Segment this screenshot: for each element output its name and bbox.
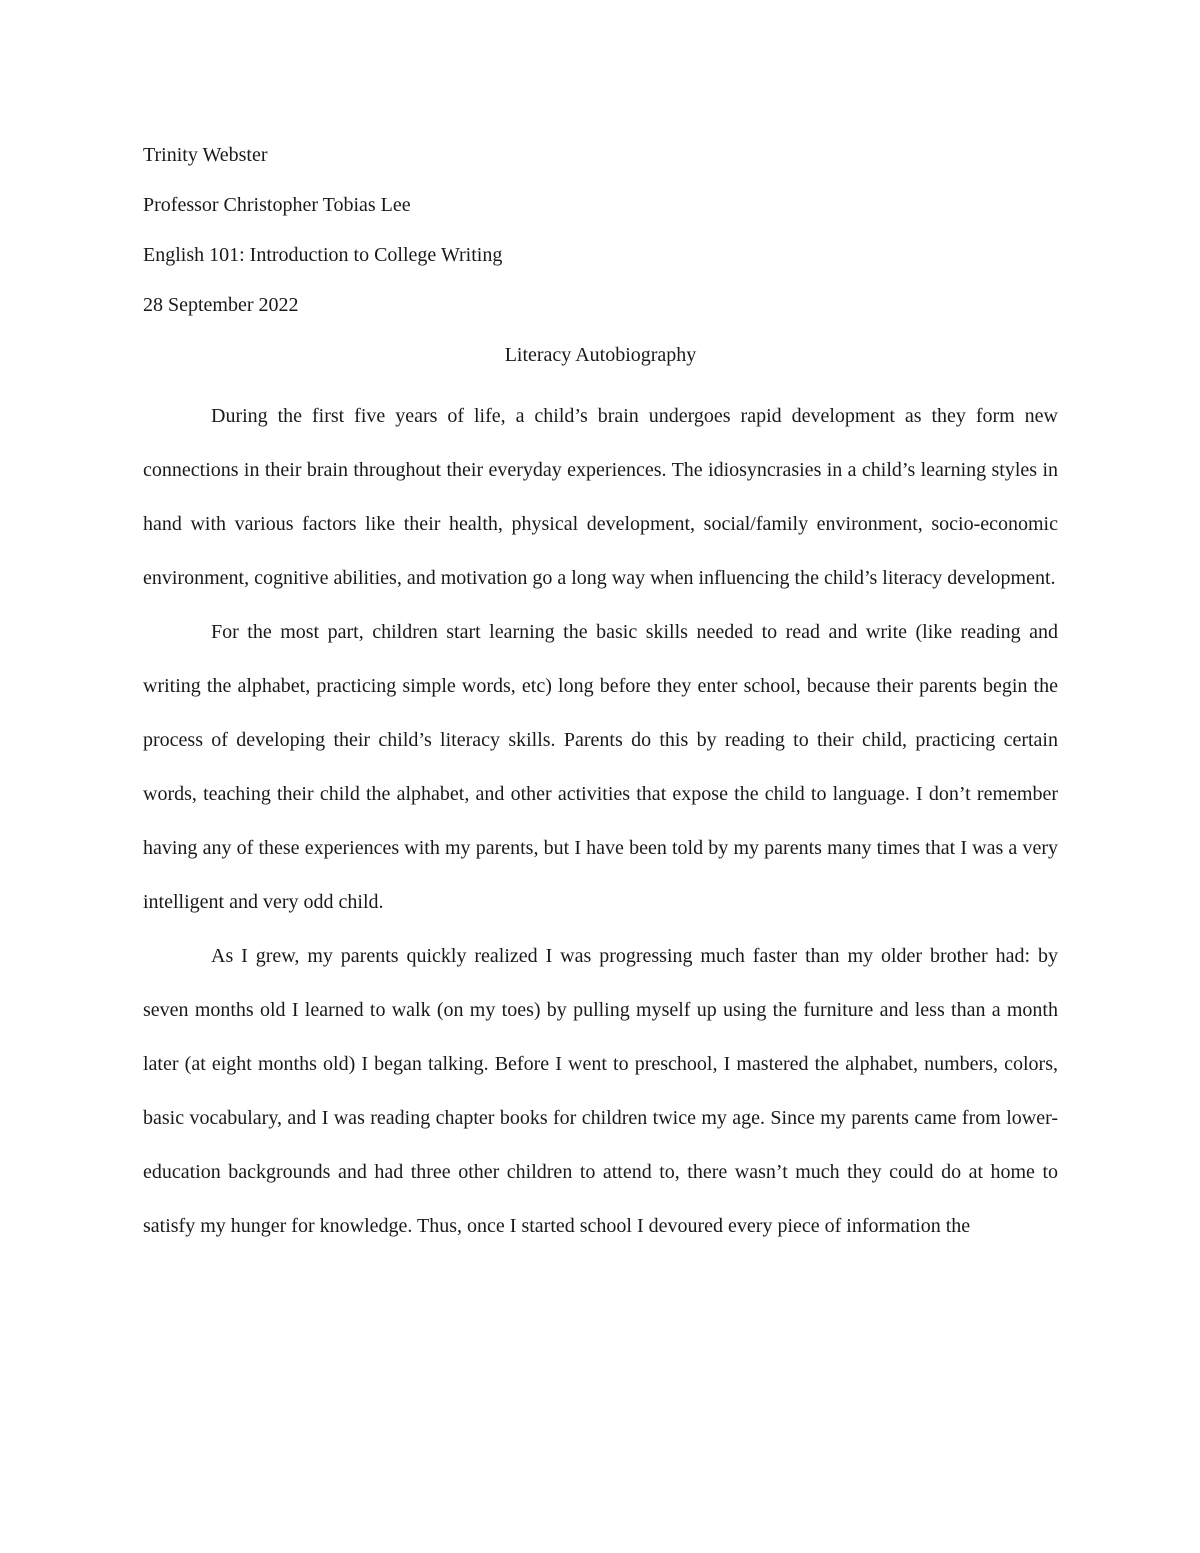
course-name: English 101: Introduction to College Writing — [143, 244, 503, 266]
paragraph-3: As I grew, my parents quickly realized I was progressing much faster than my older brother had: by seven months old I learned to walk (on my toes) by pulling myself up using the furniture and less than a month later (at eight months old) I began talking. Before I went to preschool, I mastered the alphabet, numbers, colors, basic vocabulary, and I was reading chapter books for children twice my age. Since my parents came from lower-education backgrounds and had three other children to attend to, there wasn’t much they could do at home to satisfy my hunger for knowledge. Thus, once I started school I devoured every piece of information the — [143, 945, 1058, 1237]
document-body — [143, 135, 1058, 1253]
paragraph-2: For the most part, children start learning the basic skills needed to read and write (like reading and writing the alphabet, practicing simple words, etc) long before they enter school, because their parents begin the process of developing their child’s literacy skills. Parents do this by reading to their child, practicing certain words, teaching their child the alphabet, and other activities that expose the child to language. I don’t remember having any of these experiences with my parents, but I have been told by my parents many times that I was a very intelligent and very odd child. — [143, 621, 1058, 913]
paragraph-1: During the first five years of life, a child’s brain undergoes rapid development as they form new connections in their brain throughout their everyday experiences. The idiosyncrasies in a child’s learning styles in hand with various factors like their health, physical development, social/family environment, socio-economic environment, cognitive abilities, and motivation go a long way when influencing the child’s literacy development. — [143, 405, 1058, 589]
document-date: 28 September 2022 — [143, 294, 299, 316]
document-title: Literacy Autobiography — [504, 344, 697, 366]
author-name: Trinity Webster — [143, 144, 268, 166]
professor-name: Professor Christopher Tobias Lee — [143, 194, 411, 216]
